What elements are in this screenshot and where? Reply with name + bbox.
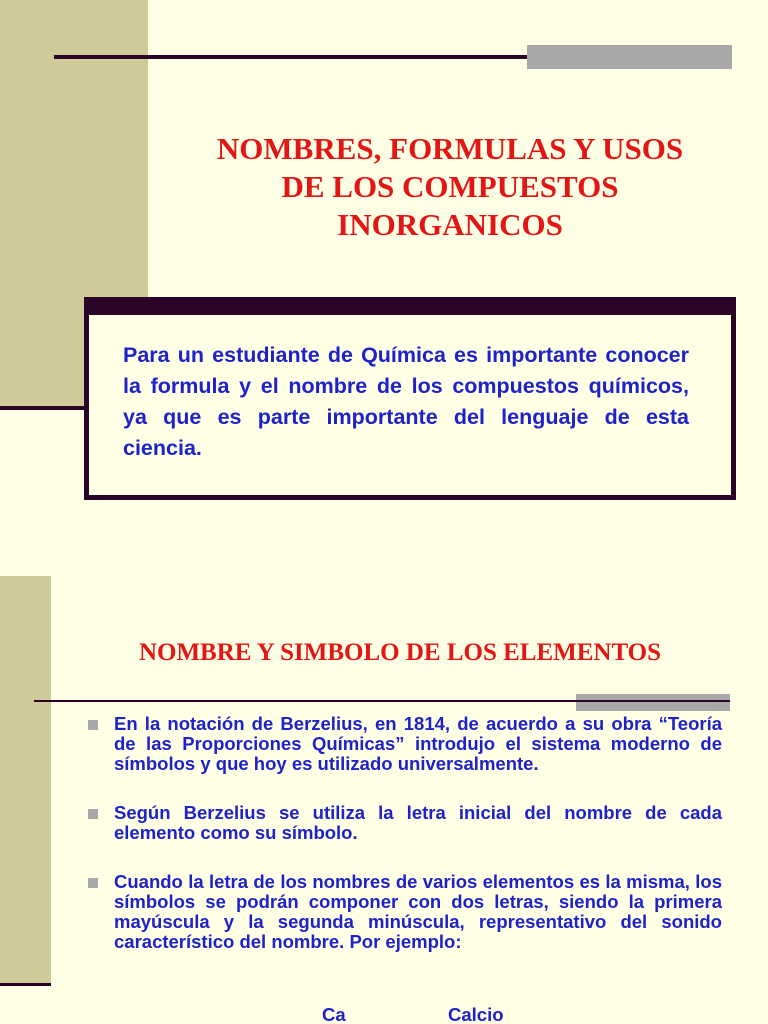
intro-box-inner: [89, 315, 731, 495]
square-bullet-icon: [88, 809, 98, 819]
left-rule: [0, 983, 51, 986]
left-rule: [0, 406, 84, 410]
intro-text: Para un estudiante de Química es importante conocer la formula y el nombre de los compuestos químicos, ya que es parte importante del lenguaje de esta ciencia.: [123, 343, 689, 460]
accent-bar: [576, 694, 730, 711]
bullet-item: [86, 803, 722, 843]
title-line: NOMBRES, FORMULAS Y USOS: [216, 131, 684, 166]
slide-title: [150, 130, 750, 244]
example-symbol: Ca: [322, 1004, 346, 1024]
accent-bar: [527, 45, 732, 69]
bullet-text: En la notación de Berzelius, en 1814, de acuerdo a su obra “Teoría de las Proporciones Químicas” introdujo el sistema moderno de símbolos y que hoy es utilizado universalmente.: [114, 713, 722, 774]
bullet-item: [86, 714, 722, 774]
square-bullet-icon: [88, 720, 98, 730]
slide-2: [0, 576, 768, 1024]
square-bullet-icon: [88, 878, 98, 888]
bullet-item: [86, 872, 722, 952]
slide-title: NOMBRE Y SIMBOLO DE LOS ELEMENTOS: [138, 639, 662, 666]
title-line: INORGANICOS: [337, 207, 563, 242]
example-name: Calcio: [448, 1004, 504, 1024]
title-rule: [34, 700, 730, 702]
bullet-list: [86, 714, 722, 952]
intro-box: [84, 297, 736, 500]
bullet-text: Según Berzelius se utiliza la letra inicial del nombre de cada elemento como su símbolo.: [114, 802, 722, 843]
bullet-text: Cuando la letra de los nombres de varios elementos es la misma, los símbolos se podrán componer con dos letras, siendo la primera mayúscula y la segunda minúscula, representativo del sonido característico del nombre. Por ejemplo:: [114, 871, 722, 952]
sidebar-decoration: [0, 576, 51, 986]
title-line: DE LOS COMPUESTOS: [281, 169, 619, 204]
